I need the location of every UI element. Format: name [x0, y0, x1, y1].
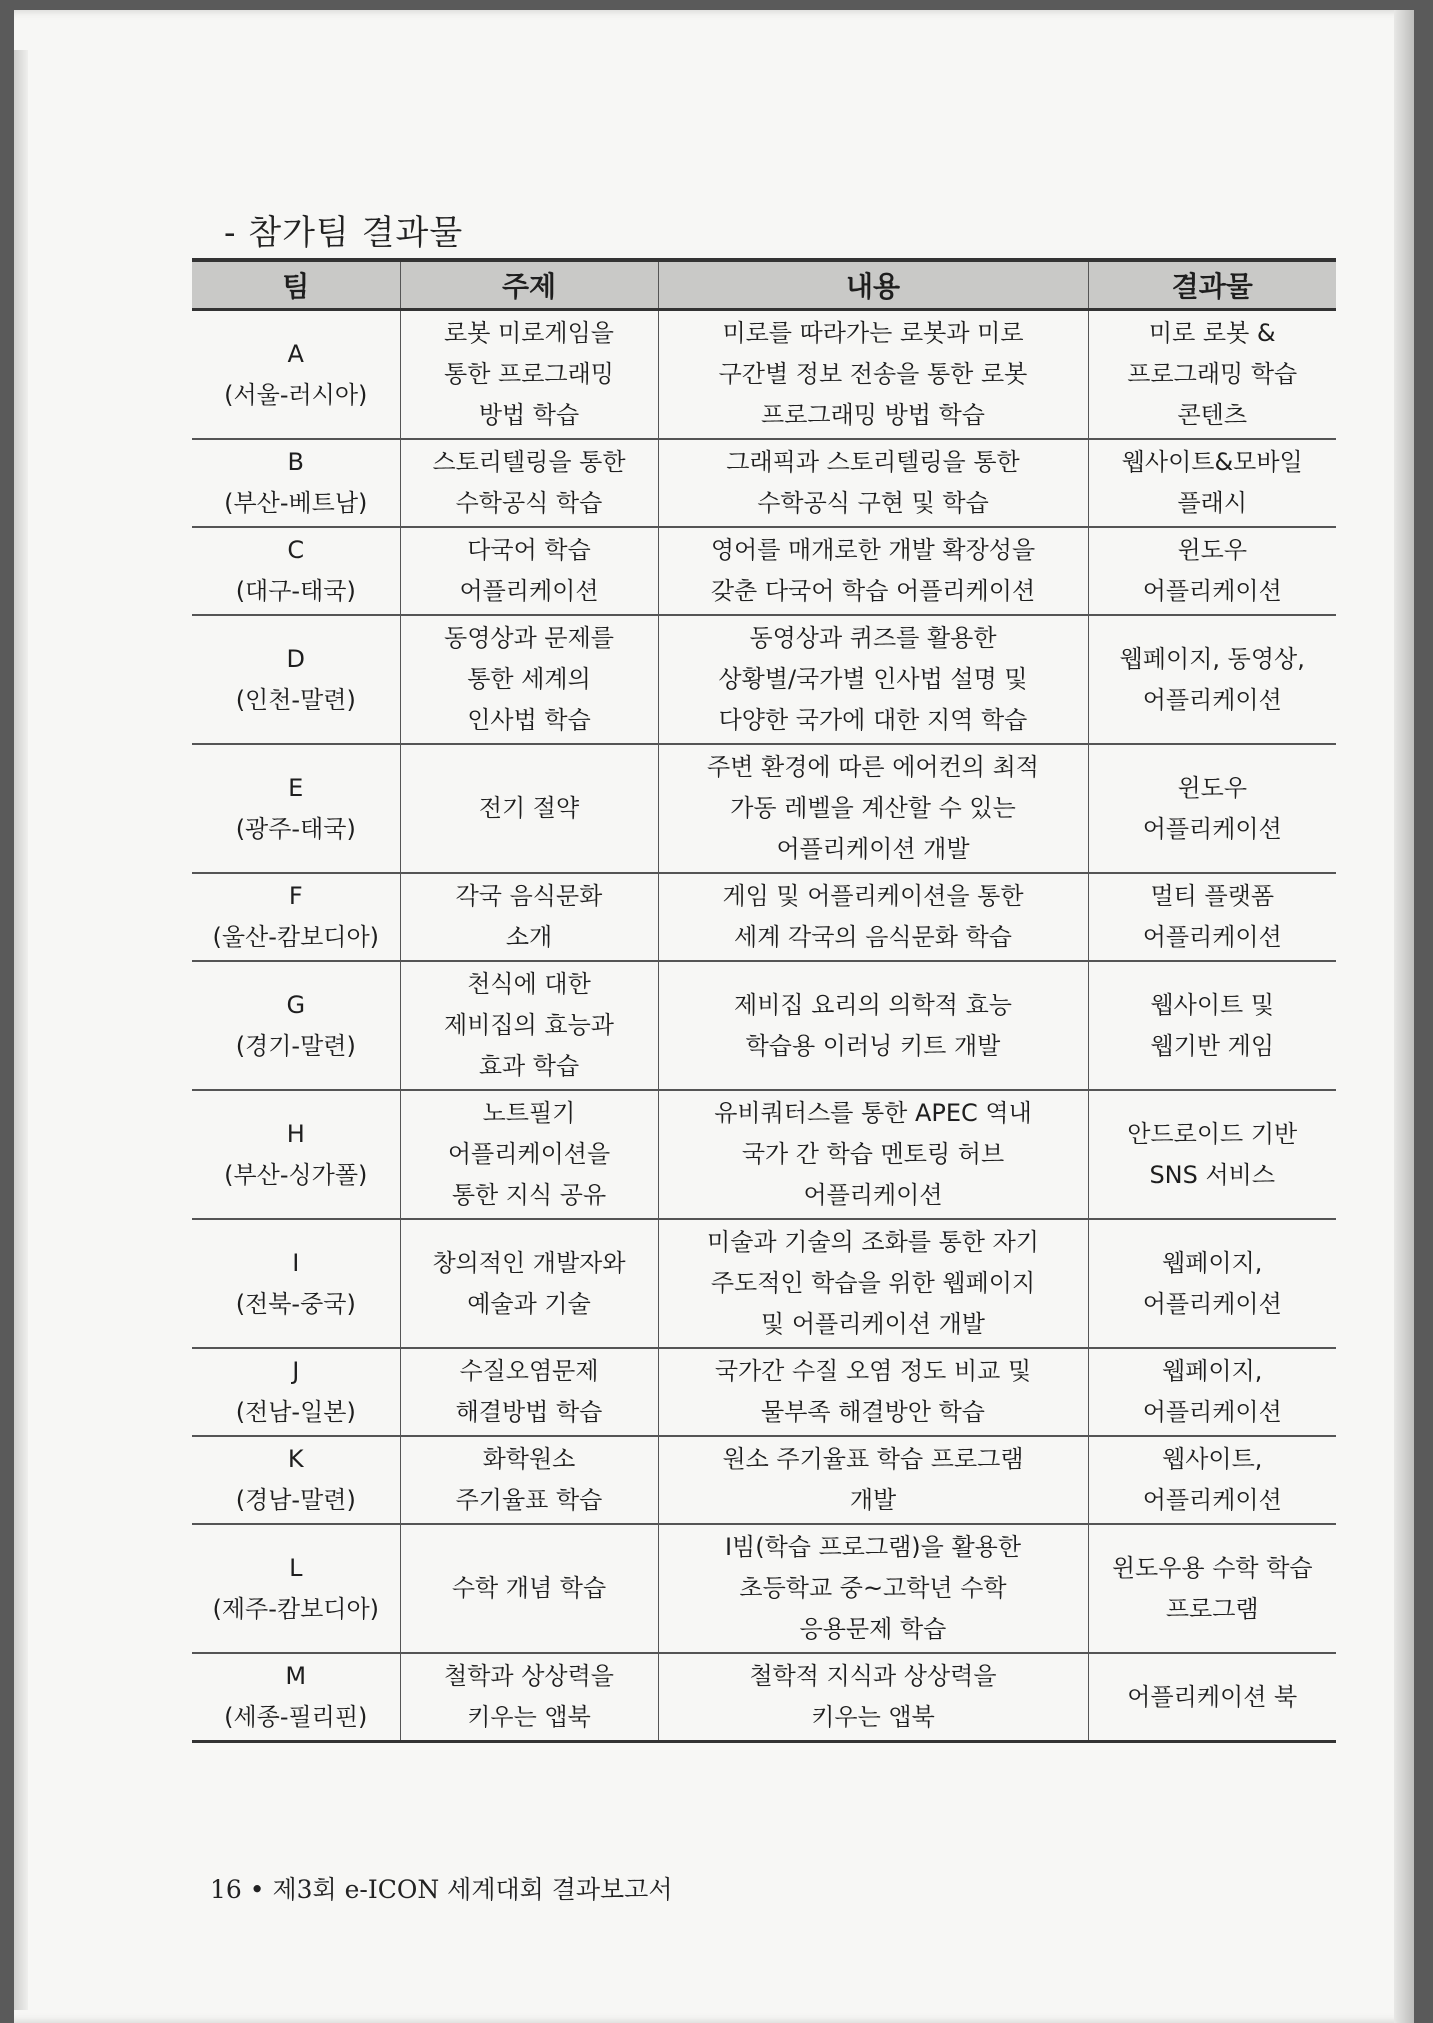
topic-cell: 천식에 대한 제비집의 효능과 효과 학습 [400, 961, 658, 1090]
topic-cell: 각국 음식문화 소개 [400, 873, 658, 961]
header-result: 결과물 [1088, 260, 1336, 310]
header-team: 팀 [192, 260, 400, 310]
team-cell: B (부산-베트남) [192, 439, 400, 527]
result-cell: 멀티 플랫폼 어플리케이션 [1088, 873, 1336, 961]
table-row [192, 873, 1336, 961]
content-cell: I빔(학습 프로그램)을 활용한 초등학교 중~고학년 수학 응용문제 학습 [658, 1524, 1088, 1653]
result-cell: 웹페이지, 어플리케이션 [1088, 1219, 1336, 1348]
content-cell: 동영상과 퀴즈를 활용한 상황별/국가별 인사법 설명 및 다양한 국가에 대한 지역 학습 [658, 615, 1088, 744]
table-row [192, 615, 1336, 744]
content-cell: 미술과 기술의 조화를 통한 자기 주도적인 학습을 위한 웹페이지 및 어플리케이션 개발 [658, 1219, 1088, 1348]
table-row [192, 961, 1336, 1090]
team-cell: A (서울-러시아) [192, 310, 400, 440]
result-cell: 웹페이지, 동영상, 어플리케이션 [1088, 615, 1336, 744]
table-row [192, 310, 1336, 440]
content-cell: 철학적 지식과 상상력을 키우는 앱북 [658, 1653, 1088, 1742]
content-cell: 주변 환경에 따른 에어컨의 최적 가동 레벨을 계산할 수 있는 어플리케이션 개발 [658, 744, 1088, 873]
team-cell: D (인천-말련) [192, 615, 400, 744]
result-cell: 윈도우용 수학 학습 프로그램 [1088, 1524, 1336, 1653]
result-cell: 윈도우 어플리케이션 [1088, 744, 1336, 873]
header-topic: 주제 [400, 260, 658, 310]
table-row [192, 527, 1336, 615]
table-row [192, 1219, 1336, 1348]
team-cell: M (세종-필리핀) [192, 1653, 400, 1742]
content-cell: 게임 및 어플리케이션을 통한 세계 각국의 음식문화 학습 [658, 873, 1088, 961]
content-cell: 원소 주기율표 학습 프로그램 개발 [658, 1436, 1088, 1524]
table-row [192, 1653, 1336, 1742]
scanned-page [14, 10, 1414, 2023]
table-header-row [192, 260, 1336, 310]
result-cell: 윈도우 어플리케이션 [1088, 527, 1336, 615]
topic-cell: 스토리텔링을 통한 수학공식 학습 [400, 439, 658, 527]
team-cell: E (광주-태국) [192, 744, 400, 873]
table-row [192, 1090, 1336, 1219]
table-row [192, 439, 1336, 527]
topic-cell: 수학 개념 학습 [400, 1524, 658, 1653]
team-cell: C (대구-태국) [192, 527, 400, 615]
team-cell: J (전남-일본) [192, 1348, 400, 1436]
content-cell: 미로를 따라가는 로봇과 미로 구간별 정보 전송을 통한 로봇 프로그래밍 방법 학습 [658, 310, 1088, 440]
content-cell: 국가간 수질 오염 정도 비교 및 물부족 해결방안 학습 [658, 1348, 1088, 1436]
result-cell: 웹사이트 및 웹기반 게임 [1088, 961, 1336, 1090]
content-cell: 그래픽과 스토리텔링을 통한 수학공식 구현 및 학습 [658, 439, 1088, 527]
table-row [192, 1348, 1336, 1436]
topic-cell: 다국어 학습 어플리케이션 [400, 527, 658, 615]
content-cell: 유비쿼터스를 통한 APEC 역내 국가 간 학습 멘토링 허브 어플리케이션 [658, 1090, 1088, 1219]
topic-cell: 로봇 미로게임을 통한 프로그래밍 방법 학습 [400, 310, 658, 440]
topic-cell: 화학원소 주기율표 학습 [400, 1436, 658, 1524]
header-content: 내용 [658, 260, 1088, 310]
topic-cell: 철학과 상상력을 키우는 앱북 [400, 1653, 658, 1742]
table-row [192, 744, 1336, 873]
team-cell: K (경남-말련) [192, 1436, 400, 1524]
page-footer: 16 • 제3회 e-ICON 세계대회 결과보고서 [210, 1875, 673, 1904]
topic-cell: 창의적인 개발자와 예술과 기술 [400, 1219, 658, 1348]
result-cell: 미로 로봇 & 프로그래밍 학습 콘텐츠 [1088, 310, 1336, 440]
team-cell: G (경기-말련) [192, 961, 400, 1090]
page-curl-right-edge [1394, 10, 1414, 2023]
results-table [192, 258, 1336, 1743]
result-cell: 안드로이드 기반 SNS 서비스 [1088, 1090, 1336, 1219]
team-cell: L (제주-캄보디아) [192, 1524, 400, 1653]
table-row [192, 1436, 1336, 1524]
content-cell: 제비집 요리의 의학적 효능 학습용 이러닝 키트 개발 [658, 961, 1088, 1090]
content-cell: 영어를 매개로한 개발 확장성을 갖춘 다국어 학습 어플리케이션 [658, 527, 1088, 615]
section-title: - 참가팀 결과물 [224, 213, 464, 253]
topic-cell: 수질오염문제 해결방법 학습 [400, 1348, 658, 1436]
topic-cell: 동영상과 문제를 통한 세계의 인사법 학습 [400, 615, 658, 744]
team-cell: H (부산-싱가폴) [192, 1090, 400, 1219]
table-row [192, 1524, 1336, 1653]
topic-cell: 전기 절약 [400, 744, 658, 873]
team-cell: F (울산-캄보디아) [192, 873, 400, 961]
page-stack-left-edge [14, 50, 28, 2010]
topic-cell: 노트필기 어플리케이션을 통한 지식 공유 [400, 1090, 658, 1219]
result-cell: 웹사이트, 어플리케이션 [1088, 1436, 1336, 1524]
result-cell: 웹페이지, 어플리케이션 [1088, 1348, 1336, 1436]
result-cell: 어플리케이션 북 [1088, 1653, 1336, 1742]
team-cell: I (전북-중국) [192, 1219, 400, 1348]
result-cell: 웹사이트&모바일 플래시 [1088, 439, 1336, 527]
